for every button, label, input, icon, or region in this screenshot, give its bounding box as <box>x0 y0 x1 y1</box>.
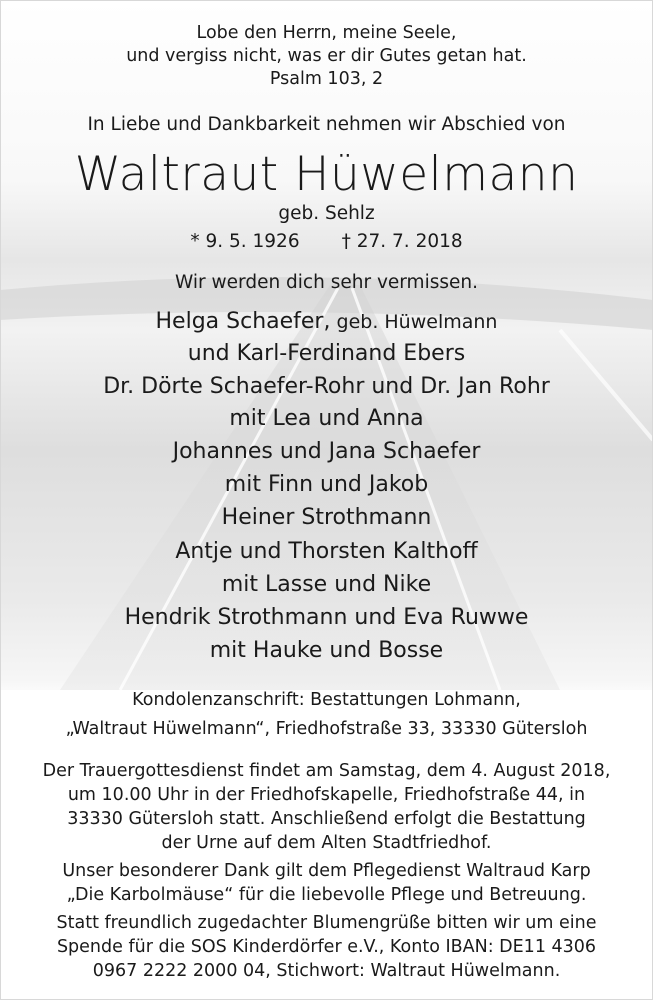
birth-date: * 9. 5. 1926 <box>190 231 300 252</box>
thanks-line-2: „Die Karbolmäuse“ für die liebevolle Pflege und Betreuung. <box>66 885 587 905</box>
family-line: mit Finn und Jakob <box>224 472 429 497</box>
family-line: und Karl-Ferdinand Ebers <box>187 341 466 366</box>
service-line-1: Der Trauergottesdienst findet am Samstag, dem 4. August 2018, <box>42 761 611 781</box>
death-date: † 27. 7. 2018 <box>341 231 463 252</box>
family-line: Johannes und Jana Schaefer <box>172 439 481 464</box>
service-line-2: um 10.00 Uhr in der Friedhofskapelle, Friedhofstraße 44, in <box>67 785 586 805</box>
family-line-first <box>0 306 653 338</box>
family-line: mit Lea und Anna <box>229 406 424 431</box>
intro-text: In Liebe und Dankbarkeit nehmen wir Abschied von <box>87 114 566 135</box>
maiden-name: geb. Sehlz <box>278 203 375 224</box>
family-line: mit Hauke und Bosse <box>209 638 444 663</box>
condolence-line-2: „Waltraut Hüwelmann“, Friedhofstraße 33, 33330 Gütersloh <box>65 719 588 739</box>
psalm-reference: Psalm 103, 2 <box>269 69 384 89</box>
donation-line-1: Statt freundlich zugedachter Blumengrüße bitten wir um eine <box>56 913 597 933</box>
family-line: Dr. Dörte Schaefer-Rohr und Dr. Jan Rohr <box>103 374 550 399</box>
service-line-3: 33330 Gütersloh statt. Anschließend erfolgt die Bestattung <box>67 809 586 829</box>
family-line: Antje und Thorsten Kalthoff <box>175 539 478 564</box>
psalm-line-2: und vergiss nicht, was er dir Gutes getan hat. <box>126 46 527 66</box>
family-line: mit Lasse und Nike <box>221 572 432 597</box>
service-line-4: der Urne auf dem Alten Stadtfriedhof. <box>161 833 492 853</box>
condolence-line-1: Kondolenzanschrift: Bestattungen Lohmann, <box>132 690 521 710</box>
life-dates <box>0 230 653 254</box>
psalm-line-1: Lobe den Herrn, meine Seele, <box>196 23 457 43</box>
family-line: Hendrik Strothmann und Eva Ruwwe <box>124 605 529 630</box>
donation-line-2: Spende für die SOS Kinderdörfer e.V., Konto IBAN: DE11 4306 <box>56 937 597 957</box>
family-line: Heiner Strothmann <box>221 505 432 530</box>
family-first-name: Helga Schaefer, <box>155 309 331 334</box>
donation-line-3: 0967 2222 2000 04, Stichwort: Waltraut Hüwelmann. <box>92 961 561 981</box>
family-first-suffix: geb. Hüwelmann <box>330 311 498 333</box>
deceased-name: Waltraut Hüwelmann <box>74 147 579 202</box>
thanks-line-1: Unser besonderer Dank gilt dem Pflegedienst Waltraud Karp <box>62 861 591 881</box>
farewell-text: Wir werden dich sehr vermissen. <box>175 272 478 293</box>
